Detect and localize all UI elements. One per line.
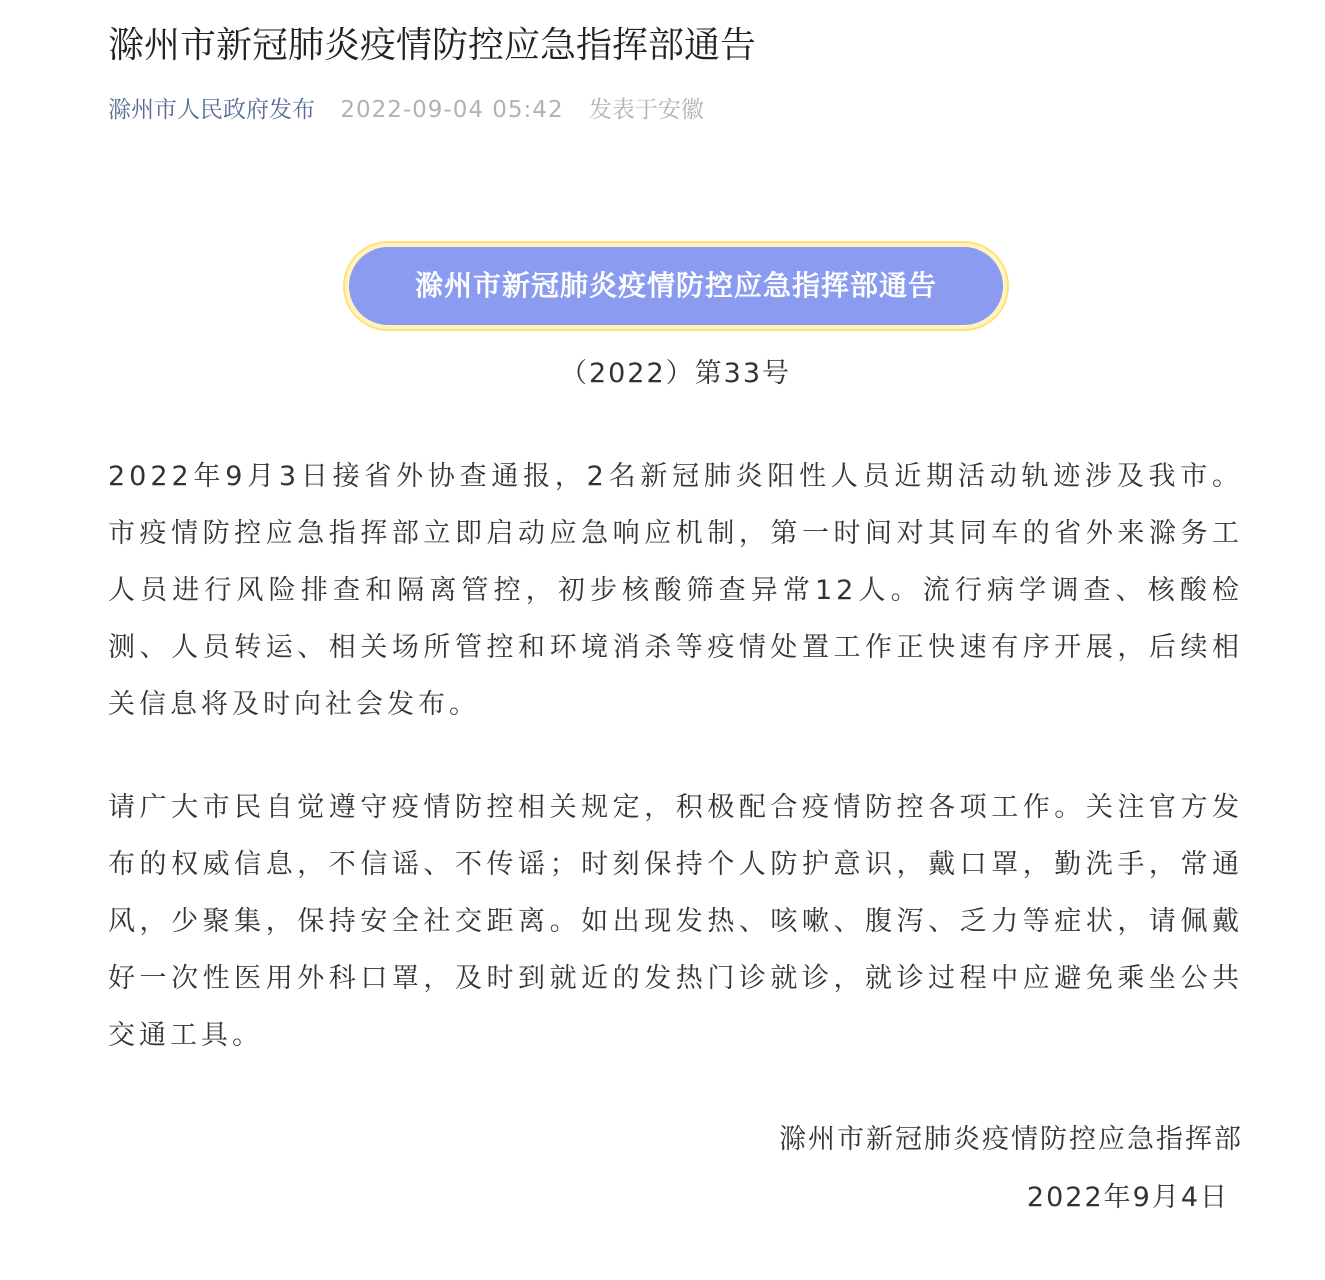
publish-datetime: 2022-09-04 05:42 bbox=[340, 97, 564, 123]
notice-paragraph-2: 请广大市民自觉遵守疫情防控相关规定，积极配合疫情防控各项工作。关注官方发布的权威信息，不信谣、不传谣；时刻保持个人防护意识，戴口罩，勤洗手，常通风，少聚集，保持安全社交距离。如出现发热、咳嗽、腹泻、乏力等症状，请佩戴好一次性医用外科口罩，及时到就近的发热门诊就诊，就诊过程中应避免乘坐公共交通工具。 bbox=[108, 792, 1243, 1051]
notice-banner-title: 滁州市新冠肺炎疫情防控应急指挥部通告 bbox=[349, 247, 1003, 325]
notice-banner bbox=[345, 243, 1007, 329]
signature: 滁州市新冠肺炎疫情防控应急指挥部 bbox=[779, 1124, 1243, 1155]
article-title: 滁州市新冠肺炎疫情防控应急指挥部通告 bbox=[108, 25, 757, 66]
document-number: （2022）第33号 bbox=[559, 358, 792, 389]
signature-date: 2022年9月4日 bbox=[1026, 1182, 1229, 1213]
notice-paragraph-1: 2022年9月3日接省外协查通报，2名新冠肺炎阳性人员近期活动轨迹涉及我市。市疫情防控应急指挥部立即启动应急响应机制，第一时间对其同车的省外来滁务工人员进行风险排查和隔离管控，初步核酸筛查异常12人。流行病学调查、核酸检测、人员转运、相关场所管控和环境消杀等疫情处置工作正快速有序开展，后续相关信息将及时向社会发布。 bbox=[108, 461, 1243, 720]
publisher-link[interactable]: 滁州市人民政府发布 bbox=[108, 97, 315, 123]
article-meta bbox=[108, 92, 722, 128]
publish-location: 发表于安徽 bbox=[588, 97, 704, 123]
